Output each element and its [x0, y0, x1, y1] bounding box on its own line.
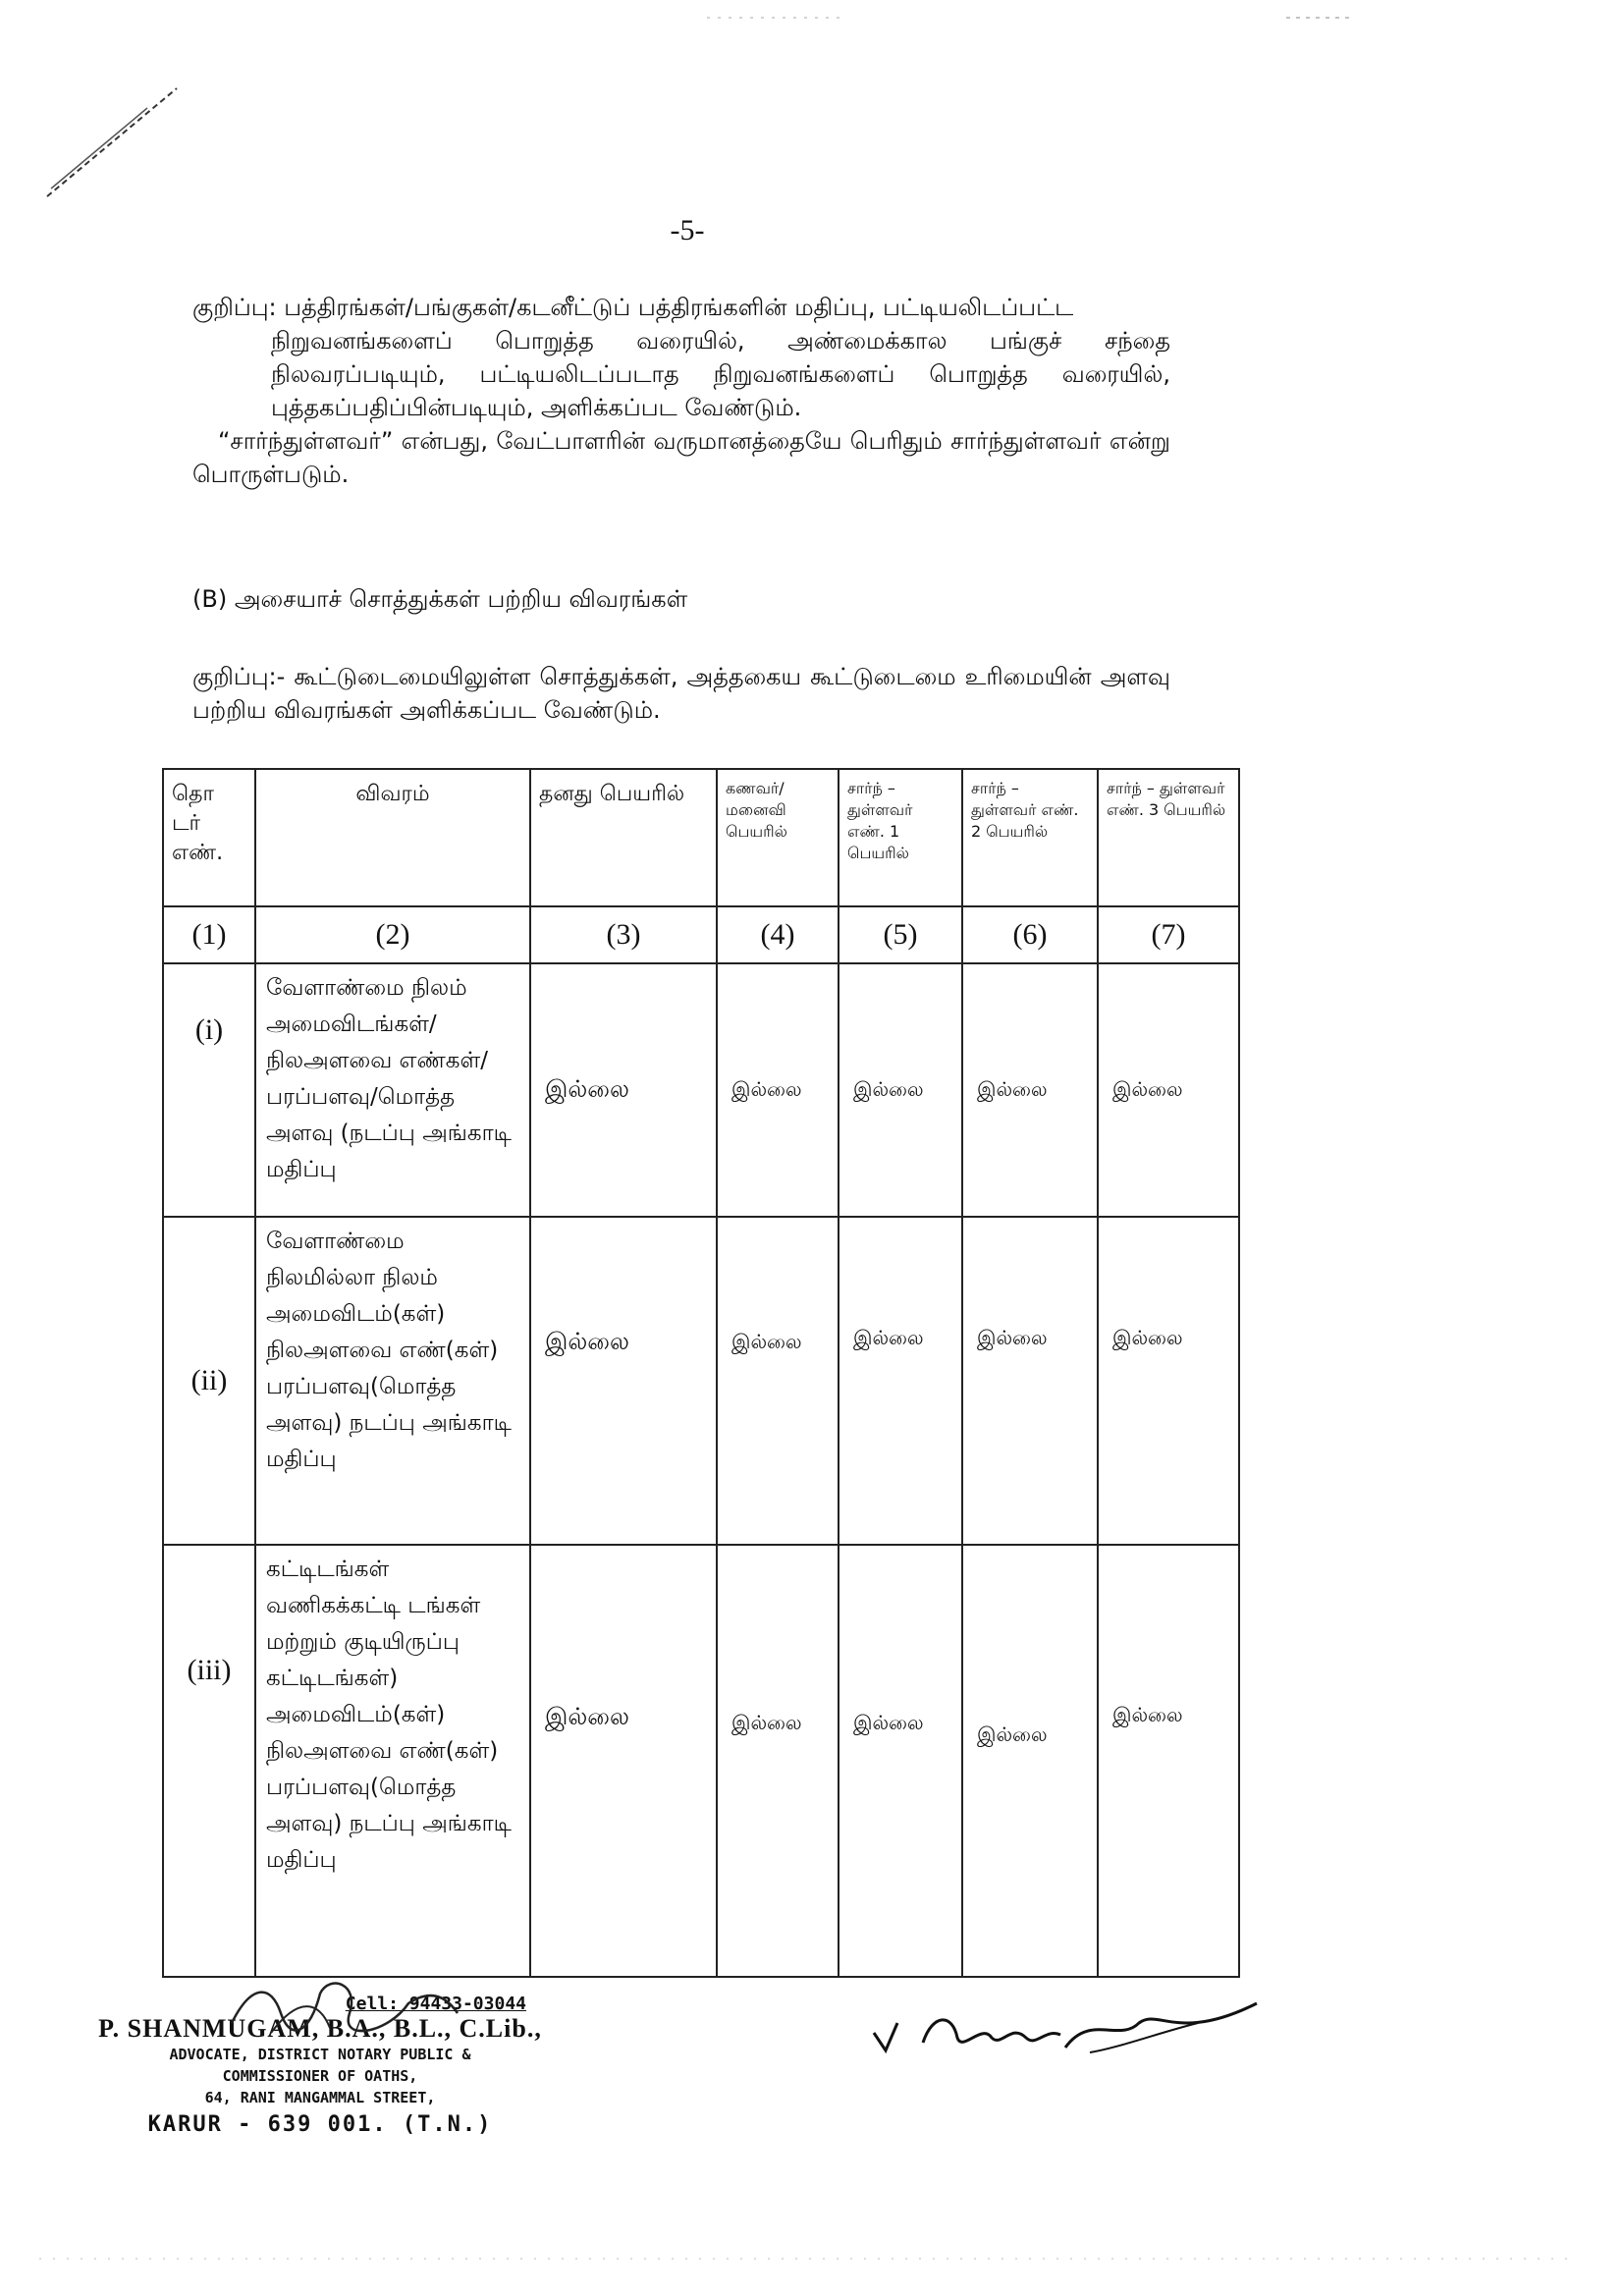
table-row [163, 1545, 1239, 1977]
note-securities [192, 291, 1170, 491]
value-dependent-1: இல்லை [839, 1217, 962, 1545]
value-spouse: இல்லை [717, 963, 839, 1217]
immovable-assets-table [162, 768, 1240, 1978]
column-number: (5) [839, 906, 962, 963]
value-dependent-2: இல்லை [962, 963, 1098, 1217]
stamp-line-1: ADVOCATE, DISTRICT NOTARY PUBLIC & [169, 2046, 471, 2063]
candidate-signature-icon [864, 1994, 1276, 2072]
stamp-city: KARUR - 639 001. (T.N.) [147, 2112, 493, 2137]
header-description: விவரம் [255, 769, 530, 906]
column-number: (1) [163, 906, 255, 963]
header-dependent-3: சார்ந் – துள்ளவர் எண். 3 பெயரில் [1098, 769, 1239, 906]
row-description: வேளாண்மை நிலமில்லா நிலம் அமைவிடம்(கள்) நிலஅளவை எண்(கள்) பரப்பளவு(மொத்த அளவு) நடப்பு அங்காடி மதிப்பு [255, 1217, 530, 1545]
notary-stamp [94, 1994, 546, 2137]
note-line-4: புத்தகப்பதிப்பின்படியும், அளிக்கப்பட வேண்டும். [271, 394, 802, 421]
note-joint-ownership: குறிப்பு:- கூட்டுடைமையிலுள்ள சொத்துக்கள், அத்தகைய கூட்டுடைமை உரிமையின் அளவு பற்றிய விவரங்கள் அளிக்கப்பட வேண்டும். [192, 663, 1170, 724]
row-description: கட்டிடங்கள் வணிகக்கட்டி டங்கள் மற்றும் குடியிருப்பு கட்டிடங்கள்) அமைவிடம்(கள்) நிலஅளவை எண்(கள்) பரப்பளவு(மொத்த அளவு) நடப்பு அங்காடி மதிப்பு [255, 1545, 530, 1977]
column-number-row [163, 906, 1239, 963]
note-line-2: நிறுவனங்களைப் பொறுத்த வரையில், அண்மைக்கால பங்குச் சந்தை [271, 327, 1170, 355]
stamp-line-2: COMMISSIONER OF OATHS, [222, 2067, 418, 2085]
header-dependent-2: சார்ந் – துள்ளவர் எண். 2 பெயரில் [962, 769, 1098, 906]
row-id: (iii) [163, 1545, 255, 1977]
value-dependent-2: இல்லை [962, 1217, 1098, 1545]
value-spouse: இல்லை [717, 1217, 839, 1545]
header-self: தனது பெயரில் [530, 769, 717, 906]
value-dependent-1: இல்லை [839, 1545, 962, 1977]
header-spouse: கணவர்/ மனைவி பெயரில் [717, 769, 839, 906]
notary-signature-icon [212, 1974, 467, 2043]
column-number: (3) [530, 906, 717, 963]
note-line-1: குறிப்பு: பத்திரங்கள்/பங்குகள்/கடனீட்டுப் பத்திரங்களின் மதிப்பு, பட்டியலிடப்பட்ட [192, 294, 1074, 321]
header-dependent-1: சார்ந் – துள்ளவர் எண். 1 பெயரில் [839, 769, 962, 906]
value-dependent-3: இல்லை [1098, 1217, 1239, 1545]
table-row [163, 963, 1239, 1217]
value-spouse: இல்லை [717, 1545, 839, 1977]
column-number: (4) [717, 906, 839, 963]
column-number: (7) [1098, 906, 1239, 963]
value-dependent-3: இல்லை [1098, 963, 1239, 1217]
row-description: வேளாண்மை நிலம் அமைவிடங்கள்/ நிலஅளவை எண்கள்/ பரப்பளவு/மொத்த அளவு (நடப்பு அங்காடி மதிப்பு [255, 963, 530, 1217]
value-dependent-3: இல்லை [1098, 1545, 1239, 1977]
header-row [163, 769, 1239, 906]
value-self: இல்லை [530, 1545, 717, 1977]
dependent-definition: “சார்ந்துள்ளவர்” என்பது, வேட்பாளரின் வருமானத்தையே பெரிதும் சார்ந்துள்ளவர் என்று பொருள்படும். [192, 427, 1170, 488]
column-number: (6) [962, 906, 1098, 963]
stamp-name: P. SHANMUGAM, B.A., B.L., C.Lib., [98, 2014, 542, 2043]
page-number: -5- [670, 214, 705, 246]
value-self: இல்லை [530, 1217, 717, 1545]
table-row [163, 1217, 1239, 1545]
note-line-3: நிலவரப்படியும், பட்டியலிடப்படாத நிறுவனங்களைப் பொறுத்த வரையில், [271, 360, 1170, 388]
stamp-cell-number: Cell: 94433-03044 [345, 1994, 526, 2014]
section-heading: (B) அசையாச் சொத்துக்கள் பற்றிய விவரங்கள் [192, 585, 688, 613]
row-id: (ii) [163, 1217, 255, 1545]
value-dependent-1: இல்லை [839, 963, 962, 1217]
value-self: இல்லை [530, 963, 717, 1217]
stamp-line-3: 64, RANI MANGAMMAL STREET, [204, 2089, 436, 2106]
row-id: (i) [163, 963, 255, 1217]
value-dependent-2: இல்லை [962, 1545, 1098, 1977]
header-serial: தொ டர் எண். [163, 769, 255, 906]
column-number: (2) [255, 906, 530, 963]
